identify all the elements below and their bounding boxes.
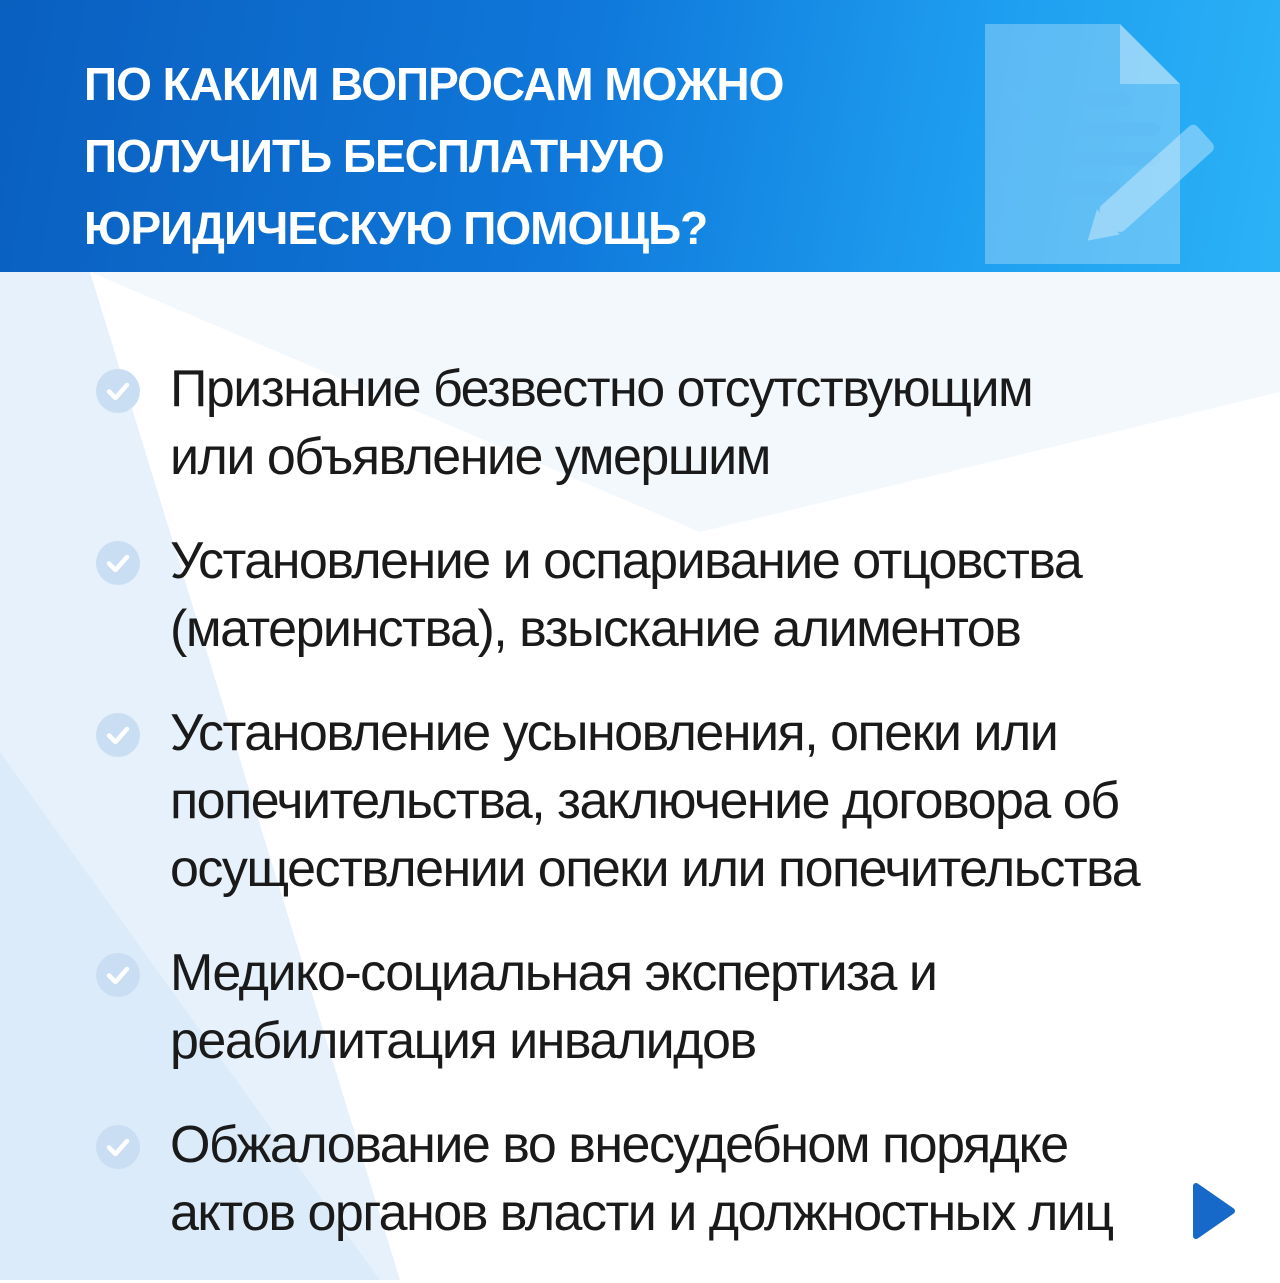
item-line: осуществлении опеки или попечительства — [170, 840, 1140, 898]
check-circle-icon — [96, 541, 140, 585]
item-line: (материнства), взыскание алиментов — [170, 600, 1021, 658]
play-arrow-icon[interactable] — [1188, 1180, 1238, 1242]
header-banner — [0, 0, 1280, 272]
list-item — [96, 527, 1216, 663]
item-line: реабилитация инвалидов — [170, 1012, 756, 1070]
check-circle-icon — [96, 369, 140, 413]
item-line: попечительства, заключение договора об — [170, 772, 1119, 830]
item-line: Признание безвестно отсутствующим — [170, 360, 1033, 418]
page-title — [84, 48, 944, 264]
check-circle-icon — [96, 1125, 140, 1169]
item-line: Медико-социальная экспертиза и — [170, 944, 937, 1002]
item-line: актов органов власти и должностных лиц — [170, 1184, 1113, 1242]
item-text — [170, 939, 1216, 1075]
check-circle-icon — [96, 953, 140, 997]
item-line: Установление и оспаривание отцовства — [170, 532, 1082, 590]
topics-list — [96, 355, 1216, 1283]
item-line: Обжалование во внесудебном порядке — [170, 1116, 1068, 1174]
item-text — [170, 355, 1216, 491]
list-item — [96, 939, 1216, 1075]
item-line: Установление усыновления, опеки или — [170, 704, 1058, 762]
list-item — [96, 355, 1216, 491]
item-text — [170, 699, 1216, 903]
list-item — [96, 699, 1216, 903]
item-text — [170, 527, 1216, 663]
title-line: ЮРИДИЧЕСКУЮ ПОМОЩЬ? — [84, 202, 708, 254]
document-pen-icon — [945, 14, 1245, 272]
item-text — [170, 1111, 1216, 1247]
check-circle-icon — [96, 713, 140, 757]
title-line: ПО КАКИМ ВОПРОСАМ МОЖНО — [84, 58, 784, 110]
item-line: или объявление умершим — [170, 428, 770, 486]
list-item — [96, 1111, 1216, 1247]
title-line: ПОЛУЧИТЬ БЕСПЛАТНУЮ — [84, 130, 664, 182]
